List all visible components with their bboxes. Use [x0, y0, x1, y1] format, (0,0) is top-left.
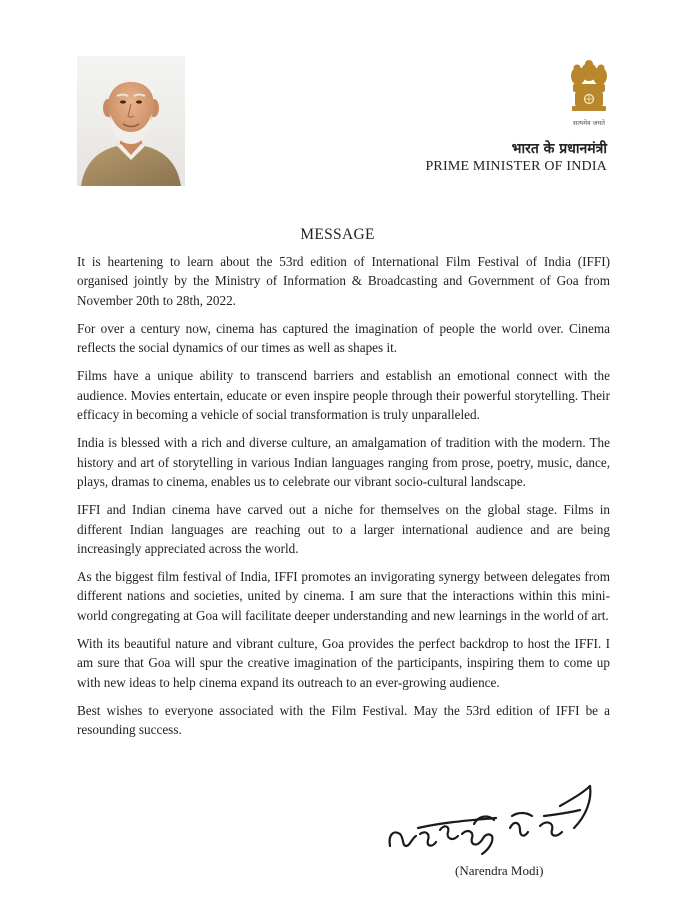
- state-emblem-icon: [564, 58, 614, 130]
- paragraph: As the biggest film festival of India, IFFI promotes an invigorating synergy between delegates from different nations and societies, united by cinema. I am sure that the interactions within this mini-world congregating at Goa will facilitate deeper understanding and new learnings in the world of art.: [77, 569, 610, 623]
- signer-name: (Narendra Modi): [455, 863, 544, 878]
- office-title-hindi: भारत के प्रधानमंत्री: [511, 141, 607, 157]
- paragraph: Films have a unique ability to transcend barriers and establish an emotional connect with the audience. Movies entertain, educate or even inspire people through their powerful storytelling. Their efficacy in becoming a vehicle of social transformation is truly unparalleled.: [77, 368, 610, 423]
- office-title-english: PRIME MINISTER OF INDIA: [425, 159, 607, 174]
- letter-body: [77, 252, 610, 749]
- paragraph: With its beautiful nature and vibrant culture, Goa provides the perfect backdrop to host the IFFI. I am sure that Goa will spur the creative imagination of the participants, inspiring them to come up with new ideas to help cinema expand its outreach to an ever-growing audience.: [77, 636, 610, 690]
- paragraph: Best wishes to everyone associated with the Film Festival. May the 53rd edition of IFFI be a resounding success.: [77, 702, 610, 738]
- message-heading: MESSAGE: [300, 226, 375, 243]
- paragraph: India is blessed with a rich and diverse culture, an amalgamation of tradition with the modern. The history and art of storytelling in various Indian languages ranging from prose, poetry, music, dance, plays, dramas to cinema, enables us to celebrate our vibrant socio-cultural landscape.: [77, 435, 610, 489]
- handwritten-signature: [384, 776, 614, 866]
- paragraph: For over a century now, cinema has captured the imagination of people the world over. Cinema reflects the social dynamics of our times as well as shapes it.: [77, 320, 610, 356]
- paragraph: It is heartening to learn about the 53rd edition of International Film Festival of India (IFFI) organised jointly by the Ministry of Information & Broadcasting and Government of Goa from November 20th to 28th, 2022.: [77, 254, 610, 308]
- portrait-photo: [77, 56, 185, 186]
- emblem-motto: सत्यमेव जयते: [573, 119, 605, 127]
- office-title-block: [425, 140, 607, 176]
- paragraph: IFFI and Indian cinema have carved out a niche for themselves on the global stage. Films in different Indian languages are reaching out to a larger international audience and are being increasingly appreciated across the world.: [77, 502, 610, 556]
